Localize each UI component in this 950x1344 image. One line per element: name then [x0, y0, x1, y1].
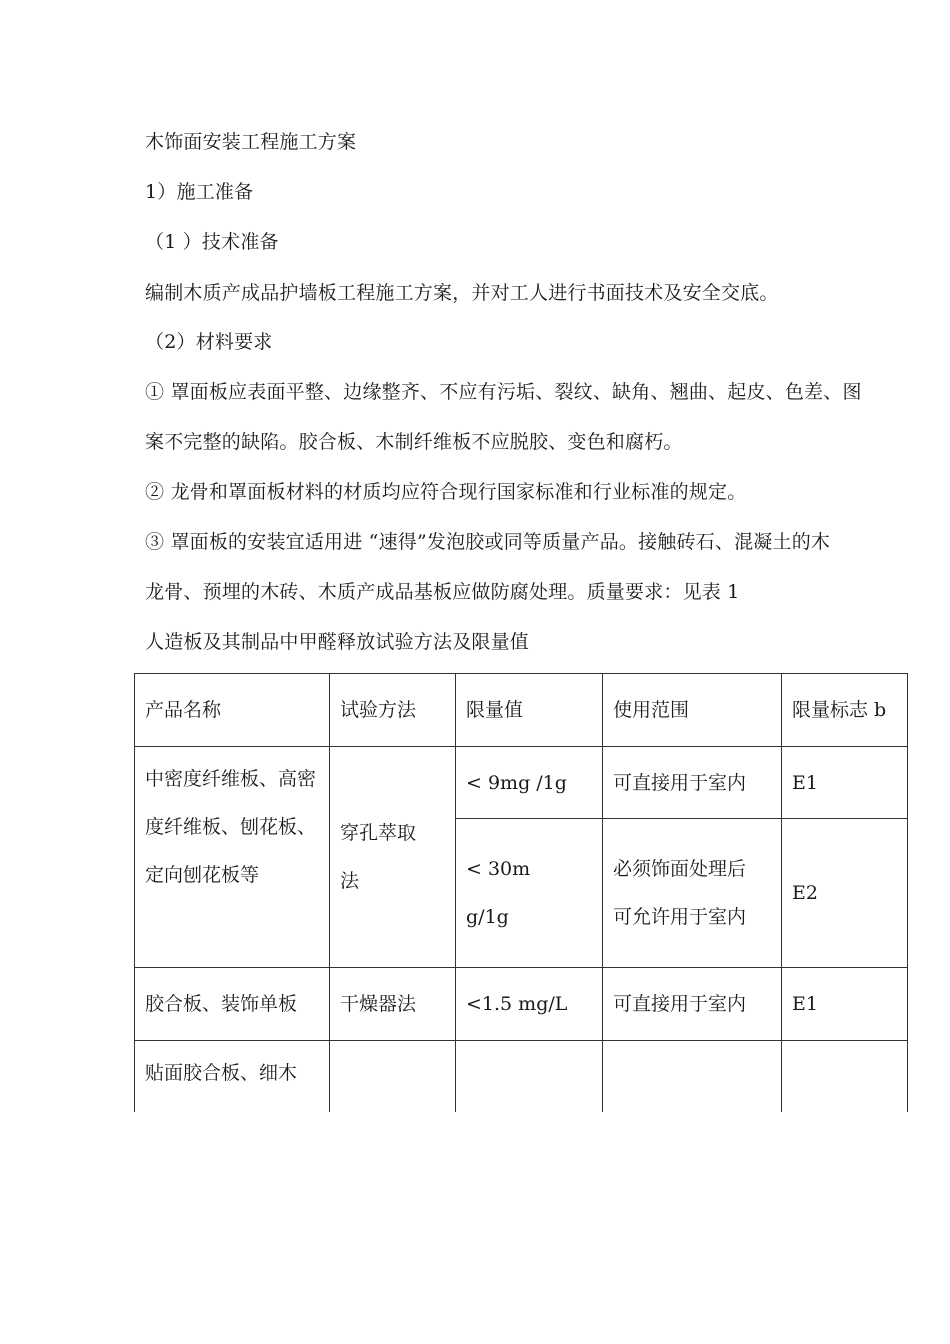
- item-1-line-2: 案不完整的缺陷。胶合板、木制纤维板不应脱胶、变色和腐朽。: [145, 431, 683, 453]
- cell-scope: 可直接用于室内: [603, 968, 782, 1041]
- cell-product: [135, 747, 330, 968]
- cell-scope-line: 可允许用于室内: [613, 906, 747, 928]
- item-1-line-1: ① 罩面板应表面平整、边缘整齐、不应有污垢、裂纹、缺角、翘曲、起皮、色差、图: [145, 381, 862, 403]
- header-limit: 限量值: [456, 674, 603, 747]
- cell-product-line: 定向刨花板等: [145, 864, 260, 886]
- cell-limit-line: g/1g: [466, 906, 509, 928]
- cell-limit: [456, 1041, 603, 1112]
- document-title: 木饰面安装工程施工方案: [145, 131, 357, 153]
- cell-mark: E2: [782, 819, 908, 968]
- table-header-row: [135, 674, 908, 747]
- cell-scope: 可直接用于室内: [603, 747, 782, 819]
- item-3-line-2: 龙骨、预埋的木砖、木质产成品基板应做防腐处理。质量要求：见表 1: [145, 581, 740, 603]
- cell-method-line: 穿孔萃取: [340, 822, 417, 844]
- cell-limit: <1.5 mg/L: [456, 968, 603, 1041]
- formaldehyde-table: [134, 673, 908, 1112]
- cell-method: [330, 1041, 456, 1112]
- item-2: ② 龙骨和罩面板材料的材质均应符合现行国家标准和行业标准的规定。: [145, 481, 747, 503]
- cell-mark: E1: [782, 747, 908, 819]
- paragraph-technical: 编制木质产成品护墙板工程施工方案，并对工人进行书面技术及安全交底。: [145, 282, 779, 304]
- table-row: [135, 747, 908, 819]
- header-mark: 限量标志 b: [782, 674, 908, 747]
- subsection-materials: （2）材料要求: [145, 331, 273, 353]
- header-method: 试验方法: [330, 674, 456, 747]
- table-row: [135, 1041, 908, 1112]
- cell-limit-line: < 30m: [466, 858, 531, 880]
- section-heading: 1）施工准备: [145, 181, 254, 203]
- header-product: 产品名称: [135, 674, 330, 747]
- cell-scope-line: 必须饰面处理后: [613, 858, 747, 880]
- cell-product-line: 度纤维板、刨花板、: [145, 816, 317, 838]
- cell-mark: [782, 1041, 908, 1112]
- table-row: [135, 968, 908, 1041]
- header-scope: 使用范围: [603, 674, 782, 747]
- item-3-line-1: ③ 罩面板的安装宜适用进 “速得”发泡胶或同等质量产品。接触砖石、混凝土的木: [145, 531, 831, 553]
- cell-scope: [603, 1041, 782, 1112]
- cell-method-line: 法: [340, 870, 360, 892]
- cell-product: 贴面胶合板、细木: [135, 1041, 330, 1112]
- table-caption: 人造板及其制品中甲醛释放试验方法及限量值: [145, 631, 530, 653]
- cell-method: 干燥器法: [330, 968, 456, 1041]
- cell-product-line: 中密度纤维板、高密: [145, 768, 317, 790]
- cell-mark: E1: [782, 968, 908, 1041]
- cell-scope: [603, 819, 782, 968]
- cell-product: 胶合板、装饰单板: [135, 968, 330, 1041]
- cell-method: [330, 747, 456, 968]
- cell-limit: [456, 819, 603, 968]
- cell-limit: < 9mg /1g: [456, 747, 603, 819]
- subsection-technical: （1 ）技术准备: [145, 231, 279, 253]
